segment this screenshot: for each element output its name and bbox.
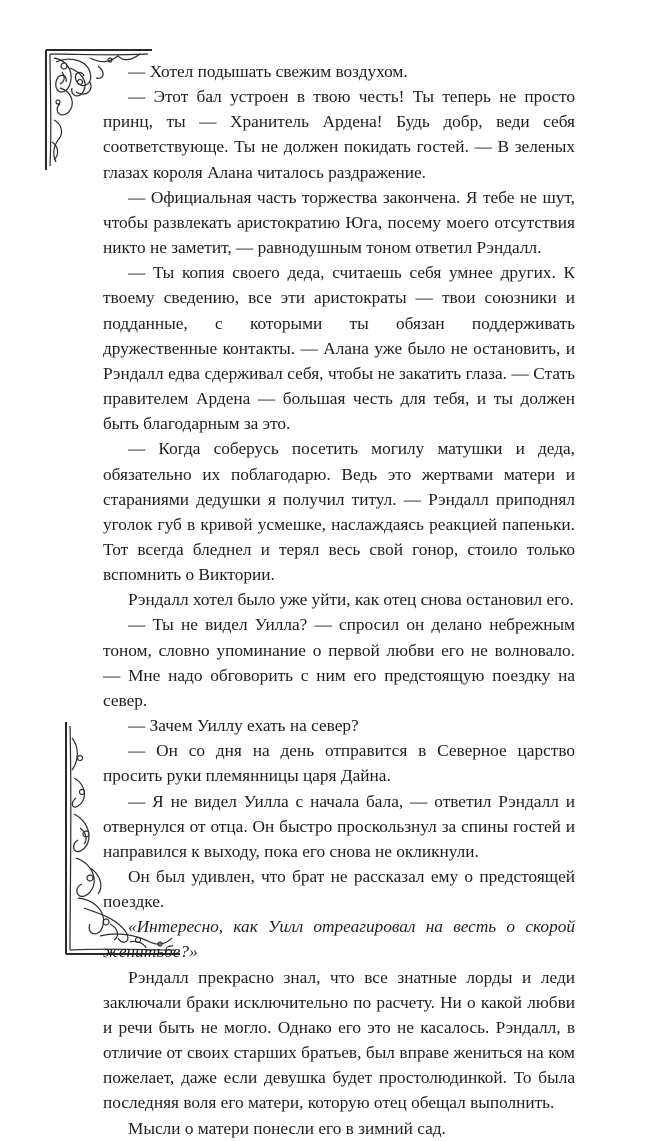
paragraph-italic-thought: «Интересно, как Уилл отреагировал на весть о скорой женитьбе?» bbox=[103, 917, 575, 962]
body-text bbox=[103, 59, 575, 1141]
paragraph: — Я не видел Уилла с начала бала, — ответил Рэндалл и отвернулся от отца. Он быстро проскользнул за спины гостей и направился к выходу, пока его снова не окликнули. bbox=[103, 791, 575, 861]
paragraph: Мысли о матери понесли его в зимний сад. bbox=[128, 1118, 446, 1138]
paragraph: Рэндалл прекрасно знал, что все знатные лорды и леди заключали браки исключительно по расчету. Ни о какой любви и речи быть не могло. Однако его это не касалось. Рэндалл, в отличие от своих старших братьев, был вправе жениться на ком пожелает, даже если девушка будет простолюдинкой. То была последняя воля его матери, которую отец обещал выполнить. bbox=[103, 967, 575, 1113]
paragraph: — Этот бал устроен в твою честь! Ты теперь не просто принц, ты — Хранитель Ардена! Будь добр, веди себя соответствующе. Ты не должен покидать гостей. — В зеленых глазах короля Алана читалось раздражение. bbox=[103, 87, 575, 182]
paragraph: — Официальная часть торжества закончена. Я тебе не шут, чтобы развлекать аристократию Юга, посему моего отсутствия никто не заметит, — равнодушным тоном ответил Рэндалл. bbox=[103, 187, 575, 258]
paragraph: — Хотел подышать свежим воздухом. bbox=[128, 62, 408, 81]
paragraph: Рэндалл хотел было уже уйти, как отец снова остановил его. bbox=[128, 590, 574, 610]
paragraph: — Когда соберусь посетить могилу матушки и деда, обязательно их поблагодарю. Ведь это жертвами матери и стараниями дедушки я получил титул. — Рэндалл приподнял уголок губ в кривой усмешке, наслаждаясь реакцией папеньки. Тот всегда бледнел и терял весь свой гонор, стоило только вспомнить о Виктории. bbox=[103, 439, 575, 585]
paragraph: Он был удивлен, что брат не рассказал ему о предстоящей поездке. bbox=[103, 867, 575, 912]
paragraph: — Ты копия своего деда, считаешь себя умнее других. К твоему сведению, все эти аристократы — твои союзники и подданные, с которыми ты обязан поддерживать дружественные контакты. — Алана уже было не остановить, и Рэндалл едва сдерживал себя, чтобы не закатить глаза. — Стать правителем Ардена — большая честь для тебя, и ты должен быть благодарным за это. bbox=[103, 263, 575, 434]
paragraph: — Он со дня на день отправится в Северное царство просить руки племянницы царя Дайна. bbox=[103, 741, 575, 786]
paragraph: — Ты не видел Уилла? — спросил он делано небрежным тоном, словно упоминание о первой любви его не волновало. — Мне надо обговорить с ним его предстоящую поездку на север. bbox=[103, 615, 575, 710]
paragraph: — Зачем Уиллу ехать на север? bbox=[128, 716, 359, 736]
